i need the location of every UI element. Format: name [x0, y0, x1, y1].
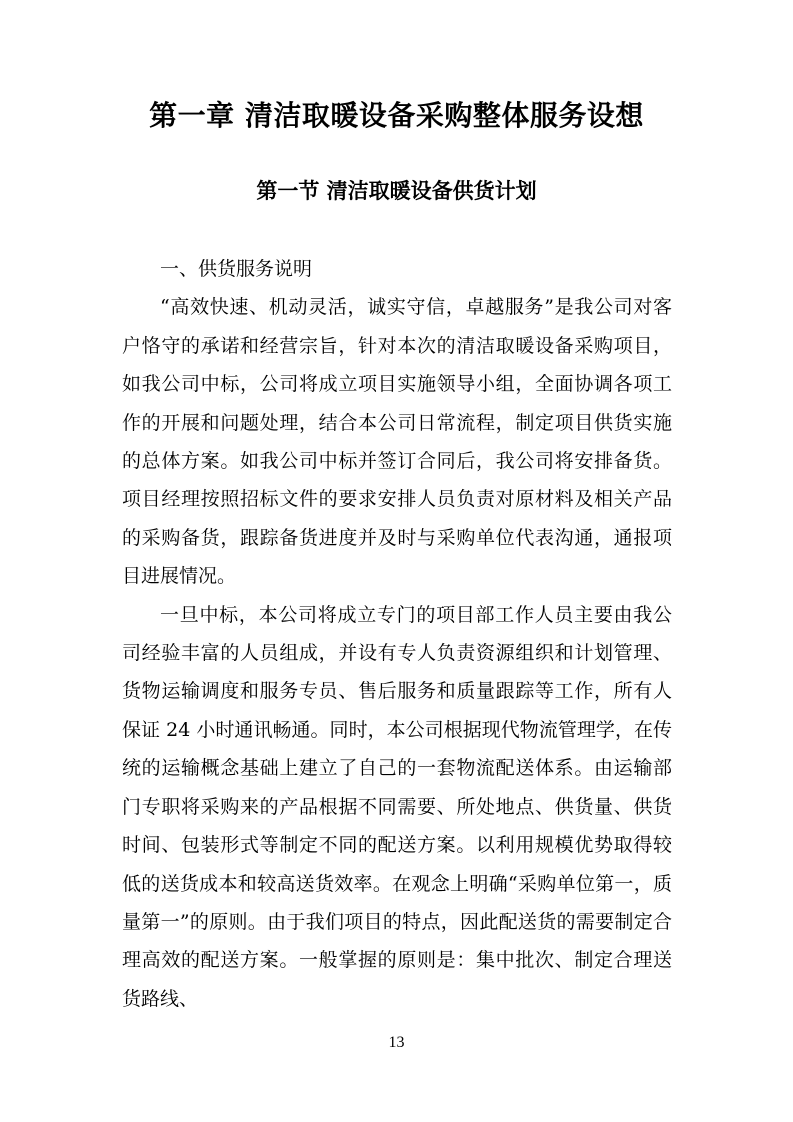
section-title: 第一节 清洁取暖设备供货计划	[256, 179, 537, 203]
subheading: 一、供货服务说明	[160, 258, 313, 280]
document-body	[122, 250, 672, 1018]
paragraph-service-commitment: “高效快速、机动灵活，诚实守信，卓越服务”是我公司对客户恪守的承诺和经营宗旨，针对本次的清洁取暖设备采购项目，如我公司中标，公司将成立项目实施领导小组，全面协调各项工作的开展和问题处理，结合本公司日常流程，制定项目供货实施的总体方案。如我公司中标并签订合同后，我公司将安排备货。项目经理按照招标文件的要求安排人员负责对原材料及相关产品的采购备货，跟踪备货进度并及时与采购单位代表沟通，通报项目进展情况。	[122, 296, 672, 588]
paragraph-logistics-plan: 一旦中标，本公司将成立专门的项目部工作人员主要由我公司经验丰富的人员组成，并设有专人负责资源组织和计划管理、货物运输调度和服务专员、售后服务和质量跟踪等工作，所有人保证 24 小时通讯畅通。同时，本公司根据现代物流管理学，在传统的运输概念基础上建立了自己的一套物流配送体系。由运输部门专职将采购来的产品根据不同需要、所处地点、供货量、供货时间、包装形式等制定不同的配送方案。以利用规模优势取得较低的送货成本和较高送货效率。在观念上明确“采购单位第一，质量第一”的原则。由于我们项目的特点，因此配送货的需要制定合理高效的配送方案。一般掌握的原则是：集中批次、制定合理送货路线、	[122, 603, 672, 1010]
page-number: 13	[388, 1034, 405, 1051]
chapter-title: 第一章 清洁取暖设备采购整体服务设想	[149, 99, 644, 132]
